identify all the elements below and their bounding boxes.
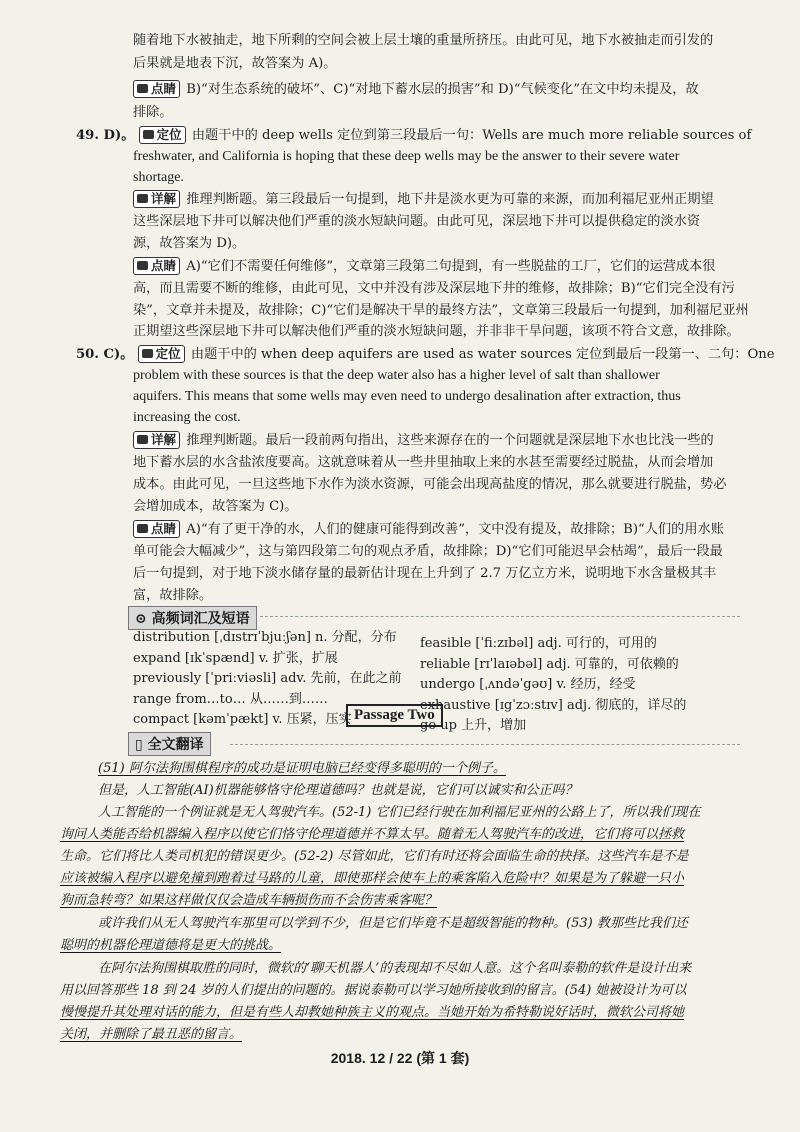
q50-locate-4: increasing the cost.: [133, 410, 241, 425]
divider: [230, 744, 740, 745]
translation-line: 人工智能的一个例证就是无人驾驶汽车。(52-1) 它们已经行驶在加利福尼亚州的公路上了，所以我们现在: [98, 805, 701, 820]
clock-icon: ⊙: [135, 611, 147, 627]
tip-tag: 点睛: [133, 520, 180, 538]
vocab-item: expand [ɪkˈspænd] v. 扩张，扩展: [133, 650, 338, 666]
q49-tip-2: 高，而且需要不断的维修，由此可见，文中并没有涉及深层地下井的维修，故排除；B)“它们完全没有污: [133, 281, 735, 296]
translation-line: 或许我们从无人驾驶汽车那里可以学到不少，但是它们毕竟不是超级智能的物种。(53) 教那些比我们还: [98, 916, 688, 931]
q50-detail-2: 地下蓄水层的水含盐浓度要高。这就意味着从一些井里抽取上来的水甚至需要经过脱盐，从而会增加: [133, 455, 714, 470]
tip-tag: 点睛: [133, 80, 180, 98]
q49-tip-4: 正期望这些深层地下井可以解决他们严重的淡水短缺问题，并非非干旱问题，该项不符合文意，故排除。: [133, 324, 740, 339]
q50-locate-3: aquifers. This means that some wells may even need to undergo desalination after extraction, thus: [133, 389, 681, 404]
folder-icon: [137, 524, 148, 533]
q49-detail-3: 源，故答案为 D)。: [133, 236, 246, 251]
q50-detail: 详解 推理判断题。最后一段前两句指出，这些来源存在的一个问题就是深层地下水也比浅一些的: [133, 430, 714, 451]
translation-line: 用以回答那些 18 到 24 岁的人们提出的问题的。据说泰勒可以学习她所接收到的留言。(54) 她被设计为可以: [60, 983, 687, 998]
q50-tip: 点睛 A)“有了更干净的水，人们的健康可能得到改善”，文中没有提及，故排除；B)“人们的用水账: [133, 519, 724, 540]
vocab-heading: ⊙ 高频词汇及短语: [128, 606, 257, 630]
folder-icon: [142, 349, 153, 358]
q49-locate-2: freshwater, and California is hoping that these deep wells may be the answer to their severe water: [133, 149, 680, 164]
q49-detail-2: 这些深层地下井可以解决他们严重的淡水短缺问题。由此可见，深层地下井可以提供稳定的淡水资: [133, 214, 701, 229]
q50-detail-3: 成本。由此可见，一旦这些地下水作为淡水资源，可能会出现高盐度的情况，那么就要进行脱盐，势必: [133, 477, 727, 492]
translation-line: 应该被编入程序以避免撞到跑着过马路的儿童，即使那样会使车上的乘客陷入危险中？如果是为了躲避一只小: [60, 871, 685, 886]
folder-icon: [137, 194, 148, 203]
top-line-1: 随着地下水被抽走，地下所剩的空间会被上层土壤的重量所挤压。由此可见，地下水被抽走而引发的: [133, 33, 714, 48]
q50-detail-4: 会增加成本，故答案为 C)。: [133, 499, 298, 514]
folder-icon: [143, 130, 154, 139]
divider: [260, 616, 740, 617]
vocab-item: previously [ˈpriːviəsli] adv. 先前，在此之前: [133, 671, 402, 686]
vocab-item: distribution [ˌdɪstrɪˈbjuːʃən] n. 分配，分布: [133, 630, 397, 645]
q49-detail: 详解 推理判断题。第三段最后一句提到，地下井是淡水更为可靠的来源，而加利福尼亚州正期望: [133, 189, 714, 210]
top-tip: 点睛 B)“对生态系统的破坏”、C)“对地下蓄水层的损害”和 D)“气候变化”在文中均未提及，故: [133, 79, 699, 100]
translation-line: 慢慢提升其处理对话的能力，但是有些人却教她种族主义的观点。当她开始为希特勒说好话时，微软公司将她: [60, 1005, 685, 1020]
translation-line: 在阿尔法狗围棋取胜的同时，微软的‘聊天机器人’的表现却不尽如人意。这个名叫泰勒的软件是设计出来: [98, 961, 692, 976]
q49-locate-3: shortage.: [133, 170, 184, 185]
top-line-2: 后果就是地表下沉，故答案为 A)。: [133, 56, 337, 71]
folder-icon: [137, 84, 148, 93]
page-footer: 2018. 12 / 22 (第 1 套): [330, 1050, 470, 1066]
q50-tip-4: 富，故排除。: [133, 588, 213, 603]
passage-title: Passage Two: [346, 704, 443, 727]
q49-locate: 49. D)。 定位 由题干中的 deep wells 定位到第三段最后一句：Wells are much more reliable sources of: [76, 127, 752, 143]
q50-tip-2: 单可能会大幅减少”，这与第四段第二句的观点矛盾，故排除；D)“它们可能迟早会枯竭”，最后一段最: [133, 544, 723, 559]
vocab-item: reliable [rɪˈlaɪəbəl] adj. 可靠的，可依赖的: [420, 656, 679, 672]
vocab-item: range from…to… 从……到……: [133, 691, 328, 707]
q49-tip-3: 染”，文章并未提及，故排除；C)“它们是解决干旱的最终方法”，文章第三段最后一句提到，加利福尼亚州: [133, 303, 749, 318]
vocab-item: feasible [ˈfiːzɪbəl] adj. 可行的，可用的: [420, 636, 657, 651]
detail-tag: 详解: [133, 190, 180, 208]
q50-locate: 50. C)。 定位 由题干中的 when deep aquifers are used as water sources 定位到最后一段第一、二句：One: [76, 346, 775, 362]
locate-tag: 定位: [138, 345, 185, 363]
q50-number: 50. C)。: [76, 347, 134, 362]
folder-icon: [137, 435, 148, 444]
translation-line: (51) 阿尔法狗围棋程序的成功是证明电脑已经变得多聪明的一个例子。: [98, 761, 506, 776]
vocab-item: undergo [ˌʌndəˈgəʊ] v. 经历，经受: [420, 677, 636, 692]
vocab-item: exhaustive [ɪgˈzɔːstɪv] adj. 彻底的，详尽的: [420, 697, 687, 713]
translation-line: 但是，人工智能(AI)机器能够恪守伦理道德吗？也就是说，它们可以诚实和公正吗？: [98, 783, 578, 798]
detail-tag: 详解: [133, 431, 180, 449]
translation-line: 狗而急转弯？如果这样做仅仅会造成车辆损伤而不会伤害乘客呢？: [60, 893, 438, 908]
q49-tip: 点睛 A)“它们不需要任何维修”，文章第三段第二句提到，有一些脱盐的工厂，它们的运营成本很: [133, 256, 716, 277]
folder-icon: [137, 261, 148, 270]
vocab-item: compact [kəmˈpækt] v. 压紧，压实: [133, 712, 352, 727]
translation-line: 生命。它们将比人类司机犯的错误更少。(52-2) 尽管如此，它们有时还将会面临生命的抉择。这些汽车是不是: [60, 849, 689, 864]
locate-tag: 定位: [139, 126, 186, 144]
translation-line: 询问人类能否给机器编入程序以使它们恪守伦理道德并不算太早。随着无人驾驶汽车的改进，它们将可以拯救: [60, 827, 685, 842]
translation-line: 关闭，并删除了最丑恶的留言。: [60, 1027, 243, 1042]
vocab-right: [420, 634, 686, 737]
vocab-item: go up 上升，增加: [420, 718, 527, 733]
tip-tag: 点睛: [133, 257, 180, 275]
q50-tip-3: 后一句提到，对于地下淡水储存量的最新估计现在上升到了 2.7 万亿立方米，说明地下水含量极其丰: [133, 566, 717, 581]
q49-number: 49. D)。: [76, 128, 135, 143]
top-tip-2: 排除。: [133, 105, 173, 120]
book-icon: ▯: [135, 737, 143, 753]
q50-locate-2: problem with these sources is that the deep water also has a higher level of salt than shallower: [133, 368, 660, 383]
translation-line: 聪明的机器伦理道德将是更大的挑战。: [60, 938, 282, 953]
translation-heading: ▯ 全文翻译: [128, 732, 211, 756]
